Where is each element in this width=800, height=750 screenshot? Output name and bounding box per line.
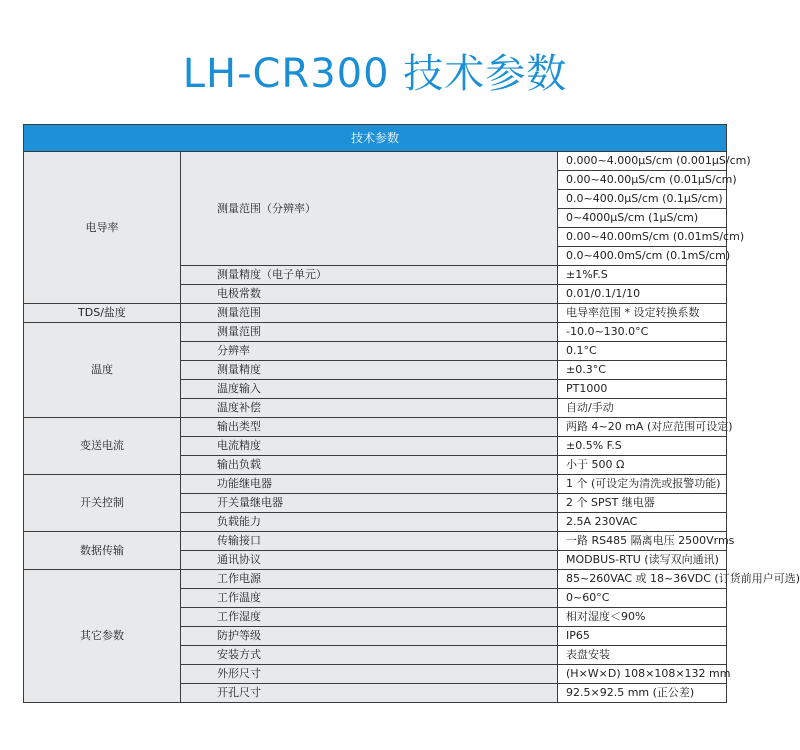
value-cell: MODBUS-RTU (读写双向通讯) — [558, 551, 727, 570]
category-cell: TDS/盐度 — [24, 304, 181, 323]
parameter-cell: 测量范围 — [181, 323, 558, 342]
value-cell: 表盘安装 — [558, 646, 727, 665]
value-cell: 0.0~400.0μS/cm (0.1μS/cm) — [558, 190, 727, 209]
parameter-cell: 通讯协议 — [181, 551, 558, 570]
spec-table — [23, 124, 800, 703]
value-cell: 相对湿度＜90% — [558, 608, 727, 627]
parameter-cell: 电极常数 — [181, 285, 558, 304]
table-row — [24, 418, 727, 437]
parameter-cell: 温度输入 — [181, 380, 558, 399]
value-cell: 0.000~4.000μS/cm (0.001μS/cm) — [558, 152, 727, 171]
category-cell: 数据传输 — [24, 532, 181, 570]
parameter-cell: 工作电源 — [181, 570, 558, 589]
table-row — [24, 532, 727, 551]
value-cell: 小于 500 Ω — [558, 456, 727, 475]
table-row — [24, 570, 727, 589]
value-cell: 0.1°C — [558, 342, 727, 361]
value-cell: 0.0~400.0mS/cm (0.1mS/cm) — [558, 247, 727, 266]
value-cell: -10.0~130.0°C — [558, 323, 727, 342]
value-cell: 2 个 SPST 继电器 — [558, 494, 727, 513]
value-cell: 0~4000μS/cm (1μS/cm) — [558, 209, 727, 228]
value-cell: 0.01/0.1/1/10 — [558, 285, 727, 304]
category-cell: 变送电流 — [24, 418, 181, 475]
page-title: LH-CR300 技术参数 — [182, 51, 568, 97]
value-cell: ±1%F.S — [558, 266, 727, 285]
table-row — [24, 323, 727, 342]
value-cell: 0.00~40.00mS/cm (0.01mS/cm) — [558, 228, 727, 247]
parameter-cell: 测量范围 — [181, 304, 558, 323]
value-cell: 0.00~40.00μS/cm (0.01μS/cm) — [558, 171, 727, 190]
value-cell: 85~260VAC 或 18~36VDC (订货前用户可选) — [558, 570, 727, 589]
value-cell: 2.5A 230VAC — [558, 513, 727, 532]
table-row — [24, 304, 727, 323]
category-cell: 温度 — [24, 323, 181, 418]
parameter-cell: 测量精度 — [181, 361, 558, 380]
value-cell: 0~60°C — [558, 589, 727, 608]
parameter-cell: 负载能力 — [181, 513, 558, 532]
value-cell: 自动/手动 — [558, 399, 727, 418]
parameter-cell: 工作湿度 — [181, 608, 558, 627]
parameter-cell: 外形尺寸 — [181, 665, 558, 684]
value-cell: 92.5×92.5 mm (正公差) — [558, 684, 727, 703]
parameter-cell: 电流精度 — [181, 437, 558, 456]
table-header-row — [24, 125, 727, 152]
value-cell: PT1000 — [558, 380, 727, 399]
parameter-cell: 分辨率 — [181, 342, 558, 361]
value-cell: ±0.5% F.S — [558, 437, 727, 456]
parameter-cell: 工作温度 — [181, 589, 558, 608]
spec-body — [24, 152, 800, 703]
value-cell: IP65 — [558, 627, 727, 646]
parameter-cell: 测量精度（电子单元） — [181, 266, 558, 285]
parameter-cell: 输出负载 — [181, 456, 558, 475]
value-cell: 一路 RS485 隔离电压 2500Vrms — [558, 532, 727, 551]
parameter-cell: 传输接口 — [181, 532, 558, 551]
parameter-cell: 温度补偿 — [181, 399, 558, 418]
value-cell: 1 个 (可设定为清洗或报警功能) — [558, 475, 727, 494]
parameter-cell: 开孔尺寸 — [181, 684, 558, 703]
parameter-cell: 功能继电器 — [181, 475, 558, 494]
parameter-cell: 防护等级 — [181, 627, 558, 646]
category-cell: 电导率 — [24, 152, 181, 304]
value-cell: (H×W×D) 108×108×132 mm — [558, 665, 727, 684]
table-row — [24, 152, 727, 171]
category-cell: 其它参数 — [24, 570, 181, 703]
parameter-cell: 开关量继电器 — [181, 494, 558, 513]
value-cell: 两路 4~20 mA (对应范围可设定) — [558, 418, 727, 437]
parameter-cell: 测量范围（分辨率） — [181, 152, 558, 266]
category-cell: 开关控制 — [24, 475, 181, 532]
table-row — [24, 475, 727, 494]
value-cell: ±0.3°C — [558, 361, 727, 380]
parameter-cell: 输出类型 — [181, 418, 558, 437]
table-header: 技术参数 — [24, 125, 727, 152]
parameter-cell: 安装方式 — [181, 646, 558, 665]
value-cell: 电导率范围 * 设定转换系数 — [558, 304, 727, 323]
